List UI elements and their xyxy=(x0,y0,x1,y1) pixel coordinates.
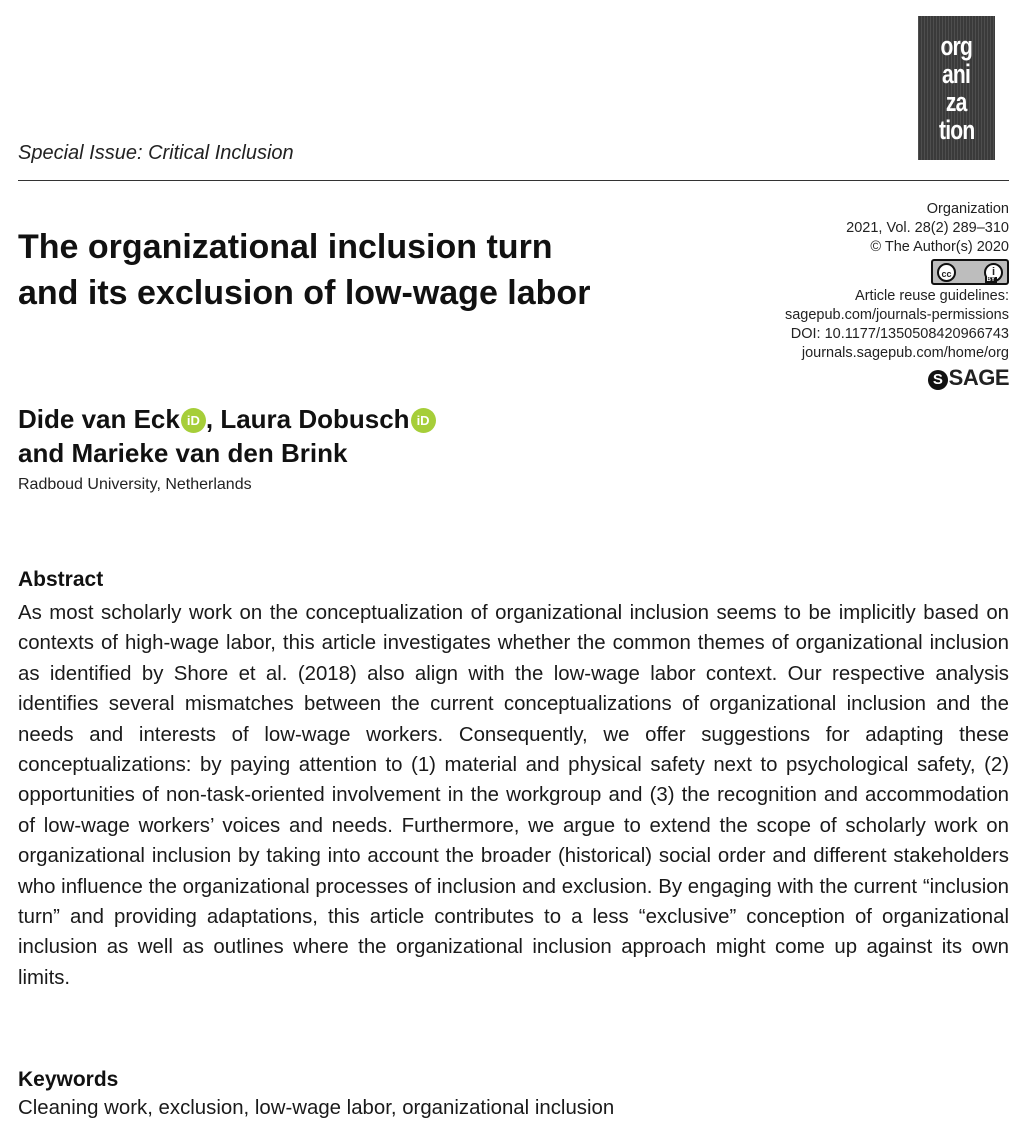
journal-name: Organization xyxy=(926,201,1009,217)
journal-home-link[interactable]: journals.sagepub.com/home/org xyxy=(801,345,1009,361)
copyright: © The Author(s) 2020 xyxy=(870,239,1009,255)
keywords-heading: Keywords xyxy=(18,1068,119,1091)
by-attribution-icon: i xyxy=(984,263,1003,282)
cc-symbol: cc xyxy=(937,263,956,282)
author-list xyxy=(18,402,718,470)
header-divider xyxy=(18,180,1009,181)
reuse-guidelines-link[interactable]: sagepub.com/journals-permissions xyxy=(784,307,1009,323)
abstract-heading: Abstract xyxy=(18,568,104,591)
special-issue-label: Special Issue: Critical Inclusion xyxy=(18,142,294,164)
orcid-icon[interactable]: iD xyxy=(181,408,206,433)
publisher-name: SAGE xyxy=(948,365,1009,390)
abstract-text: As most scholarly work on the conceptualization of organizational inclusion seems to be implicitly based on contexts of high-wage labor, this article investigates whether the common themes of organizational inclusion as identified by Shore et al. (2018) also align with the low-wage labor context. Our respective analysis identifies several mismatches between the current conceptualizations of organizational inclusion and the needs and interests of low-wage workers. Consequently, we offer suggestions for adapting these conceptualizations: by paying attention to (1) material and physical safety next to psychological safety, (2) opportunities of non-task-oriented involvement in the workgroup and (3) the recognition and accommodation of low-wage workers’ voices and needs. Furthermore, we argue to extend the scope of scholarly work on organizational inclusion by taking into account the broader (historical) social order and different stakeholders who influence the organizational processes of inclusion and exclusion. By engaging with the current “inclusion turn” and providing adaptations, this article contributes to a less “exclusive” conception of organizational inclusion as well as outlines where the organizational inclusion approach might come up against its own limits. xyxy=(18,602,1009,989)
journal-logo-line: org xyxy=(940,31,973,61)
journal-logo-line: ani xyxy=(942,59,971,89)
article-title-line: and its exclusion of low-wage labor xyxy=(18,274,591,312)
author-separator: , xyxy=(205,404,221,434)
author-name: Dide van Eck xyxy=(18,404,180,434)
by-label: BY xyxy=(986,277,995,283)
author-name: Laura Dobusch xyxy=(220,404,410,434)
affiliation: Radboud University, Netherlands xyxy=(18,476,252,493)
article-title-line: The organizational inclusion turn xyxy=(18,228,553,266)
journal-logo-line: tion xyxy=(938,115,975,145)
publication-metadata xyxy=(709,200,1009,391)
article-title xyxy=(18,224,738,316)
doi-link[interactable]: DOI: 10.1177/1350508420966743 xyxy=(790,326,1009,342)
cc-license-icon[interactable] xyxy=(931,259,1009,285)
keywords-text: Cleaning work, exclusion, low-wage labor, organizational inclusion xyxy=(18,1097,615,1119)
journal-logo-line: za xyxy=(946,87,967,117)
publisher-logo xyxy=(709,365,1009,391)
journal-logo xyxy=(918,16,995,160)
orcid-icon[interactable]: iD xyxy=(411,408,436,433)
author-name: and Marieke van den Brink xyxy=(18,438,348,468)
sage-icon: S xyxy=(928,370,948,390)
volume-info: 2021, Vol. 28(2) 289–310 xyxy=(846,220,1009,236)
reuse-guidelines-label: Article reuse guidelines: xyxy=(855,288,1009,304)
